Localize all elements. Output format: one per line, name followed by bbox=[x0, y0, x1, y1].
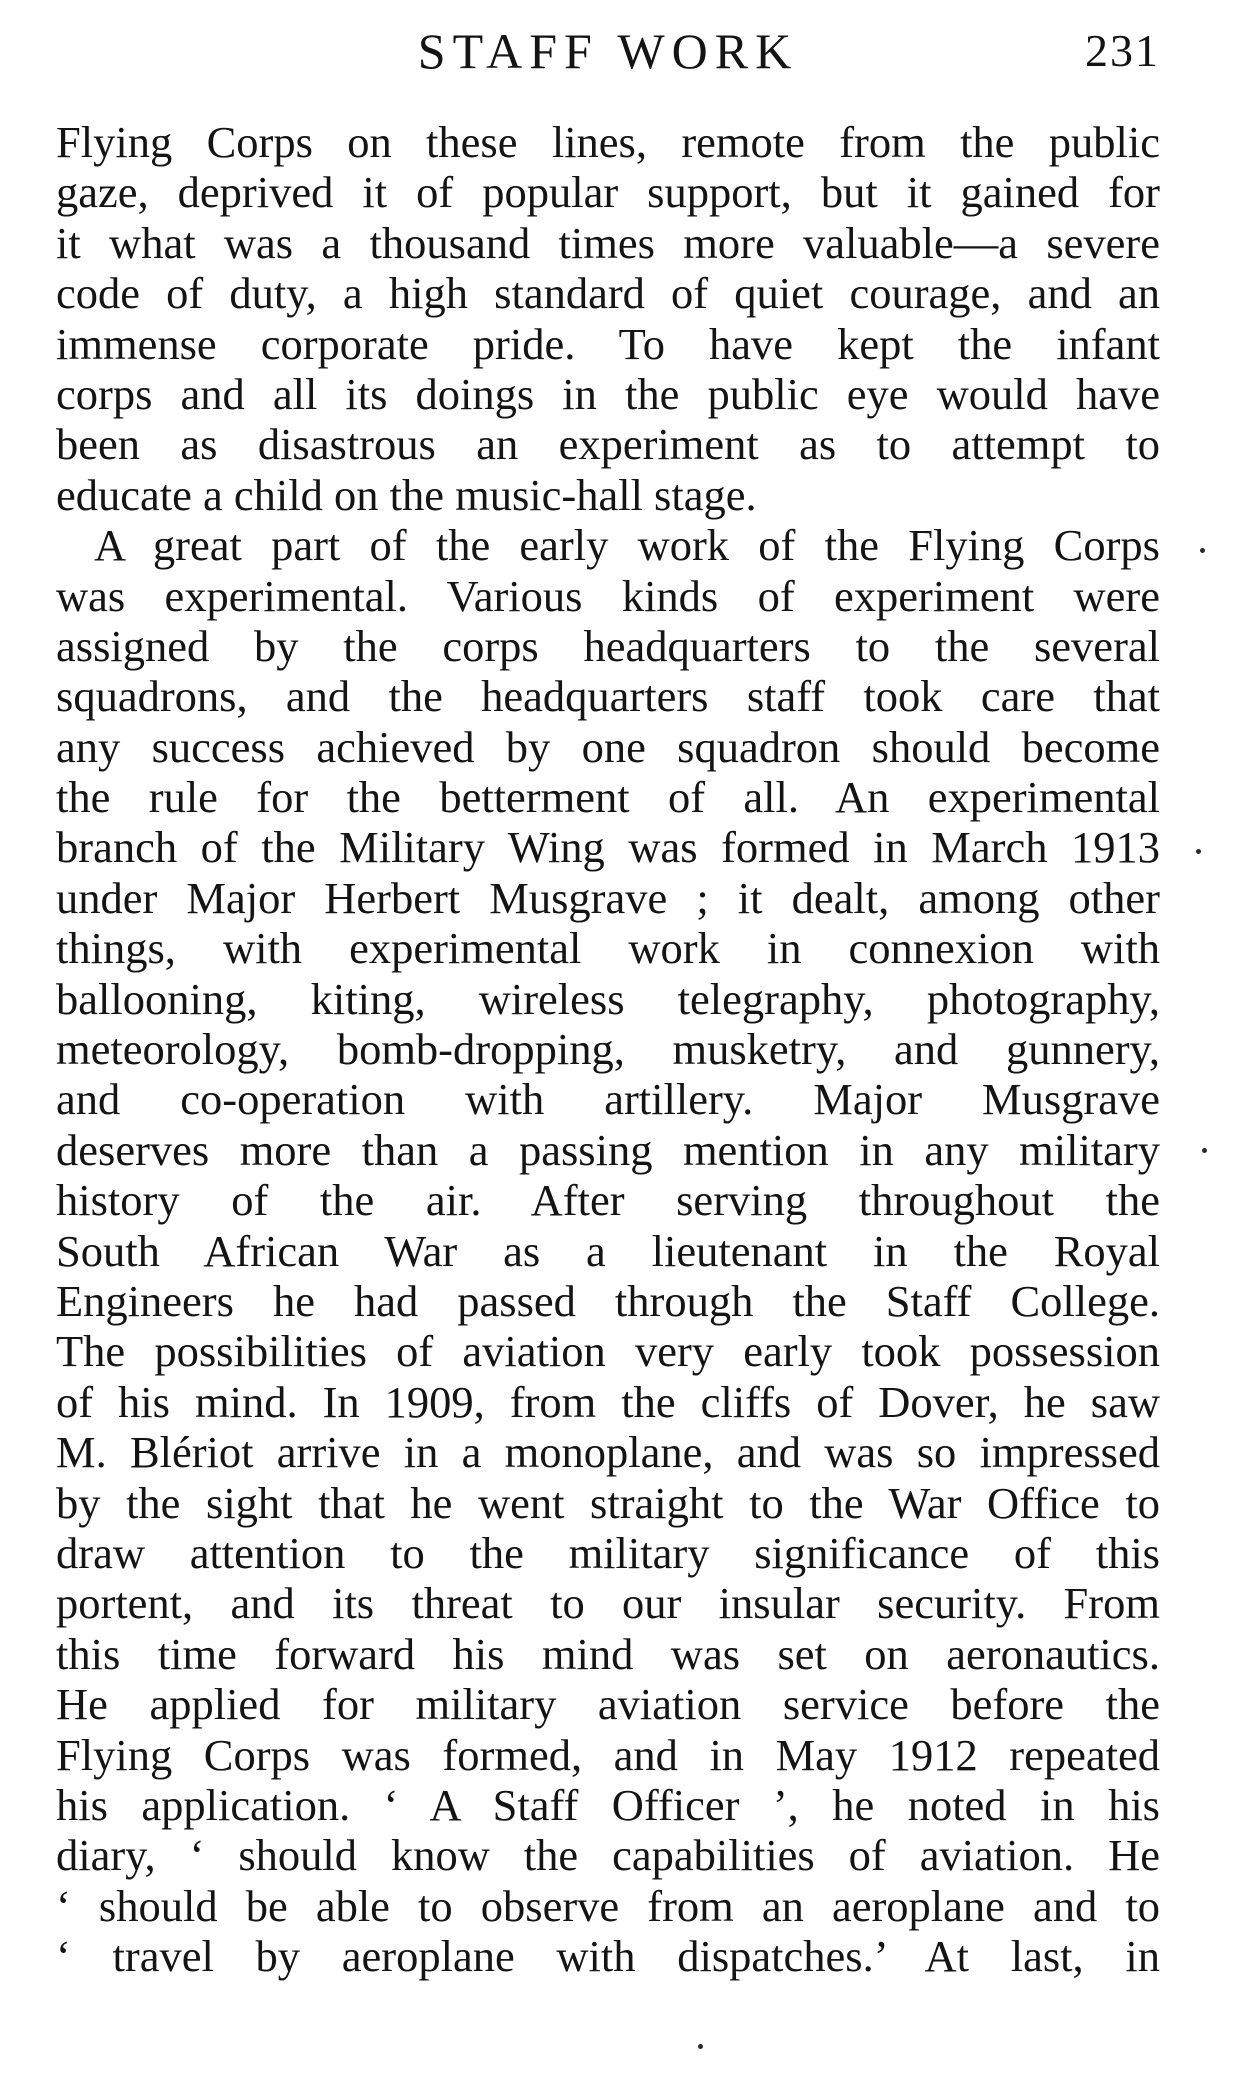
text-line: the rule for the betterment of all. An experimental bbox=[56, 772, 1160, 823]
body-text bbox=[56, 117, 1160, 1981]
text-line: under Major Herbert Musgrave ; it dealt, among other bbox=[56, 872, 1160, 923]
text-line: Engineers he had passed through the Staff College. bbox=[56, 1275, 1160, 1326]
text-line: ‘ travel by aeroplane with dispatches.’ At last, in bbox=[56, 1931, 1160, 1982]
text-line: South African War as a lieutenant in the Royal bbox=[56, 1225, 1160, 1276]
text-line: been as disastrous an experiment as to attempt to bbox=[56, 419, 1160, 470]
text-line: things, with experimental work in connexion with bbox=[56, 923, 1160, 974]
text-line: his application. ‘ A Staff Officer ’, he noted in his bbox=[56, 1779, 1160, 1830]
text-line: He applied for military aviation service before the bbox=[56, 1679, 1160, 1730]
text-line: meteorology, bomb-dropping, musketry, and gunnery, bbox=[56, 1024, 1160, 1075]
text-line: corps and all its doings in the public eye would have bbox=[56, 368, 1160, 419]
text-line: branch of the Military Wing was formed in March 1913 bbox=[56, 822, 1160, 873]
text-line: deserves more than a passing mention in any military bbox=[56, 1124, 1160, 1175]
text-line: code of duty, a high standard of quiet courage, and an bbox=[56, 268, 1160, 319]
text-line: M. Blériot arrive in a monoplane, and was so impressed bbox=[56, 1427, 1160, 1478]
text-line: diary, ‘ should know the capabilities of aviation. He bbox=[56, 1830, 1160, 1881]
text-line: immense corporate pride. To have kept the infant bbox=[56, 318, 1160, 369]
text-line: by the sight that he went straight to the War Office to bbox=[56, 1477, 1160, 1528]
text-line: draw attention to the military significance of this bbox=[56, 1527, 1160, 1578]
page-number: 231 bbox=[1085, 25, 1160, 76]
text-line: history of the air. After serving throughout the bbox=[56, 1175, 1160, 1226]
running-title: STAFF WORK bbox=[417, 23, 799, 79]
text-line: ‘ should be able to observe from an aeroplane and to bbox=[56, 1880, 1160, 1931]
text-line: squadrons, and the headquarters staff took care that bbox=[56, 671, 1160, 722]
text-line: A great part of the early work of the Flying Corps bbox=[94, 520, 1160, 571]
running-head bbox=[56, 22, 1160, 92]
text-line: The possibilities of aviation very early took possession bbox=[56, 1326, 1160, 1377]
ink-speck bbox=[1200, 548, 1205, 553]
ink-speck bbox=[1202, 1148, 1207, 1153]
text-line: and co-operation with artillery. Major Musgrave bbox=[56, 1074, 1160, 1125]
text-line: was experimental. Various kinds of experiment were bbox=[56, 570, 1160, 621]
text-line: of his mind. In 1909, from the cliffs of Dover, he saw bbox=[56, 1376, 1160, 1427]
text-line: Flying Corps on these lines, remote from the public bbox=[56, 117, 1160, 167]
text-line: gaze, deprived it of popular support, but it gained for bbox=[56, 167, 1160, 218]
text-line: assigned by the corps headquarters to the several bbox=[56, 620, 1160, 671]
text-line: it what was a thousand times more valuable—a severe bbox=[56, 217, 1160, 268]
text-line: educate a child on the music-hall stage. bbox=[56, 469, 757, 520]
ink-speck bbox=[1196, 849, 1201, 854]
text-line: Flying Corps was formed, and in May 1912 repeated bbox=[56, 1729, 1160, 1780]
text-line: any success achieved by one squadron should become bbox=[56, 721, 1160, 772]
text-line: this time forward his mind was set on aeronautics. bbox=[56, 1628, 1160, 1679]
text-line: ballooning, kiting, wireless telegraphy, photography, bbox=[56, 973, 1160, 1024]
text-line: portent, and its threat to our insular security. From bbox=[56, 1578, 1160, 1629]
ink-speck bbox=[698, 2044, 703, 2049]
